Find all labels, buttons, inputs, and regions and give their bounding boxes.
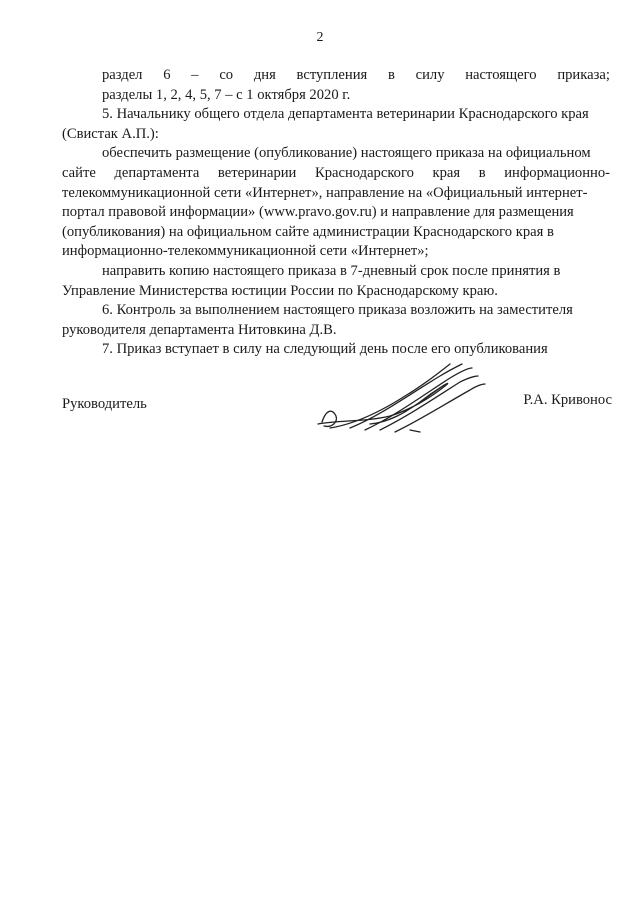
word: – xyxy=(191,67,199,83)
word: силу xyxy=(415,67,445,83)
page-number: 2 xyxy=(316,30,324,45)
word: приказа; xyxy=(557,67,610,83)
handwritten-signature xyxy=(310,350,510,440)
publish-line-4: портал правовой информации» (www.pravo.gov.ru) и направление для размещения xyxy=(62,204,574,221)
item-5-line-1: 5. Начальнику общего отдела департамента ветеринарии Краснодарского края xyxy=(102,106,589,123)
line-section-6 xyxy=(62,66,610,86)
publish-line-1: обеспечить размещение (опубликование) настоящего приказа на официальном xyxy=(102,145,591,162)
publish-line-2 xyxy=(62,164,610,184)
word: Краснодарского xyxy=(314,164,414,181)
signatory-title: Руководитель xyxy=(62,396,147,412)
document-body xyxy=(62,66,610,360)
signatory-name: Р.А. Кривонос xyxy=(523,392,612,408)
word: информационно- xyxy=(504,164,610,181)
word: департамента xyxy=(114,164,200,181)
item-6-line-1: 6. Контроль за выполнением настоящего приказа возложить на заместителя xyxy=(102,302,573,319)
word: сайте xyxy=(62,164,96,181)
item-7: 7. Приказ вступает в силу на следующий день после его опубликования xyxy=(102,341,548,358)
item-6-line-2: руководителя департамента Нитовкина Д.В. xyxy=(62,321,337,338)
word: вступления xyxy=(296,67,368,83)
word: 6 xyxy=(163,67,171,83)
word: со xyxy=(219,67,234,83)
item-5-line-2: (Свистак А.П.): xyxy=(62,125,159,142)
publish-line-6: информационно-телекоммуникационной сети «Интернет»; xyxy=(62,243,429,260)
line-sections-dates: разделы 1, 2, 4, 5, 7 – с 1 октября 2020 г. xyxy=(102,86,351,103)
word: края xyxy=(432,164,461,181)
word: раздел xyxy=(102,67,143,83)
publish-line-3: телекоммуникационной сети «Интернет», направление на «Официальный интернет- xyxy=(62,184,588,201)
copy-line-2: Управление Министерства юстиции России по Краснодарскому краю. xyxy=(62,282,498,299)
copy-line-1: направить копию настоящего приказа в 7-дневный срок после принятия в xyxy=(102,262,561,279)
word: в xyxy=(478,164,486,181)
publish-line-5: (опубликования) на официальном сайте администрации Краснодарского края в xyxy=(62,223,554,240)
word: ветеринарии xyxy=(217,164,297,181)
word: настоящего xyxy=(465,67,537,83)
word: в xyxy=(387,67,395,83)
word: дня xyxy=(253,67,276,83)
